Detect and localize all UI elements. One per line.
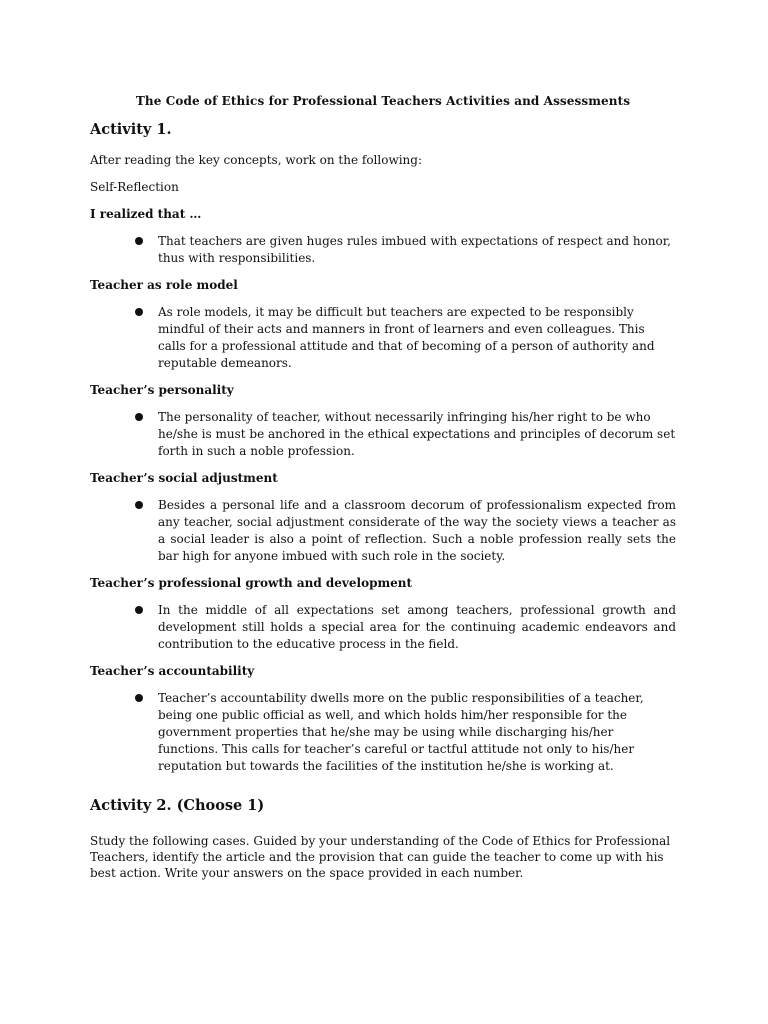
list-item [90, 690, 676, 775]
activity-1-heading: Activity 1. [90, 121, 172, 138]
section-heading-role-model: Teacher as role model [90, 278, 238, 292]
document-page [90, 93, 676, 881]
bullet-text: The personality of teacher, without necessarily infringing his/her right to be who he/she is must be anchored in the ethical expectations and principles of decorum set forth in such a noble profession. [158, 410, 676, 458]
activity-1-intro: After reading the key concepts, work on the following: [90, 153, 423, 167]
activity-2-heading: Activity 2. (Choose 1) [90, 797, 265, 814]
section-heading-professional-growth: Teacher’s professional growth and development [90, 576, 413, 590]
bullet-text: Besides a personal life and a classroom decorum of professionalism expected from any teacher, social adjustment considerate of the way the society views a teacher as a social leader is also a point of reflection. Such a noble profession really sets the bar high for anyone imbued with such role in the society. [158, 498, 676, 563]
bullet-icon [135, 413, 143, 421]
bullet-icon [135, 237, 143, 245]
bullet-text: Teacher’s accountability dwells more on the public responsibilities of a teacher, being one public official as well, and which holds him/her responsible for the government properties that he/she may be using while discharging his/her functions. This calls for teacher’s careful or tactful attitude not only to his/her reputation but towards the facilities of the institution he/she is working at. [158, 691, 644, 773]
list-item [90, 304, 676, 372]
activity-2-instructions: Study the following cases. Guided by your understanding of the Code of Ethics for Professional Teachers, identify the article and the provision that can guide the teacher to come up with his best action. Write your answers on the space provided in each number. [90, 834, 671, 880]
section-heading-social-adjustment: Teacher’s social adjustment [90, 471, 278, 485]
section-heading-personality: Teacher’s personality [90, 383, 234, 397]
section-heading-realized: I realized that … [90, 207, 202, 221]
bullet-text: In the middle of all expectations set among teachers, professional growth and development still holds a special area for the continuing academic endeavors and contribution to the educative process in the field. [158, 603, 676, 651]
list-item [90, 602, 676, 653]
bullet-icon [135, 694, 143, 702]
bullet-icon [135, 501, 143, 509]
bullet-icon [135, 606, 143, 614]
list-item [90, 233, 676, 267]
document-title: The Code of Ethics for Professional Teachers Activities and Assessments [135, 94, 631, 108]
self-reflection-label: Self-Reflection [90, 180, 179, 194]
list-item [90, 409, 676, 460]
bullet-icon [135, 308, 143, 316]
section-heading-accountability: Teacher’s accountability [90, 664, 255, 678]
bullet-text: As role models, it may be difficult but teachers are expected to be responsibly mindful of their acts and manners in front of learners and even colleagues. This calls for a professional attitude and that of becoming of a person of authority and reputable demeanors. [158, 305, 655, 370]
list-item [90, 497, 676, 565]
bullet-text: That teachers are given huges rules imbued with expectations of respect and honor, thus with responsibilities. [158, 234, 671, 265]
